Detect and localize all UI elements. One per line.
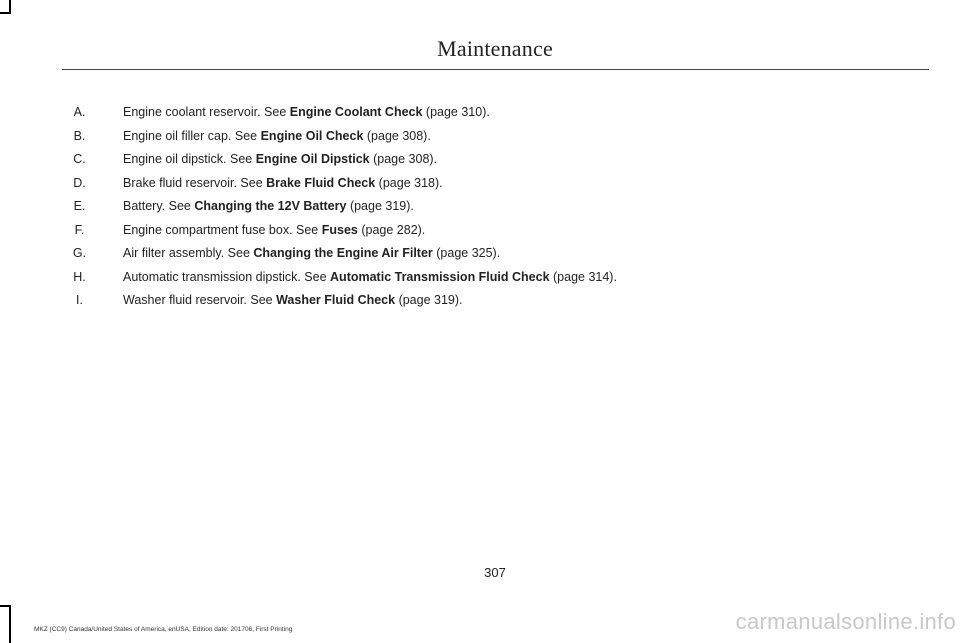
item-body [97, 242, 500, 266]
list-item [62, 242, 862, 266]
item-letter: D. [73, 175, 86, 190]
item-reference-link[interactable]: Automatic Transmission Fluid Check [330, 269, 550, 284]
item-page-ref: (page 282). [357, 222, 426, 237]
item-page-ref: (page 308). [363, 128, 431, 143]
item-page-ref: (page 308). [369, 152, 438, 166]
item-body [97, 101, 490, 125]
item-body [97, 125, 431, 149]
list-item [62, 101, 862, 125]
item-reference-link[interactable]: Brake Fluid Check [266, 175, 376, 190]
item-text: Engine coolant reservoir. See [123, 105, 290, 119]
item-page-ref: (page 319). [346, 199, 414, 213]
item-letter: E. [73, 199, 86, 213]
crop-mark-top-horizontal [0, 12, 11, 14]
item-text: Air filter assembly. See [123, 246, 254, 260]
item-letter: A. [73, 105, 86, 119]
edition-footer: MKZ (CC9) Canada/United States of America, enUSA, Edition date: 201706, First Printing [34, 626, 293, 633]
list-item [62, 219, 862, 243]
crop-mark-bottom-vertical [9, 605, 11, 643]
item-letter: I. [76, 293, 83, 307]
item-text: Battery. See [123, 199, 195, 213]
list-item [62, 148, 862, 172]
list-item [62, 172, 862, 196]
item-letter: B. [73, 128, 86, 143]
item-text: Engine compartment fuse box. See [123, 222, 322, 237]
item-text: Engine oil filler cap. See [123, 128, 261, 143]
item-body [97, 219, 425, 243]
item-page-ref: (page 325). [432, 246, 501, 260]
item-letter: F. [74, 222, 85, 237]
header-divider [62, 69, 929, 70]
page-title: Maintenance [437, 36, 553, 61]
item-body [97, 172, 443, 196]
crop-mark-bottom-horizontal [0, 605, 11, 607]
item-body [97, 289, 463, 313]
item-reference-link[interactable]: Engine Oil Dipstick [255, 152, 370, 166]
item-reference-link[interactable]: Engine Coolant Check [289, 105, 423, 119]
page-number: 307 [484, 565, 506, 580]
item-body [97, 148, 437, 172]
item-text: Brake fluid reservoir. See [123, 175, 267, 190]
list-item [62, 289, 862, 313]
item-page-ref: (page 310). [422, 105, 490, 119]
list-item [62, 266, 862, 290]
item-reference-link[interactable]: Changing the 12V Battery [194, 199, 347, 213]
item-text: Engine oil dipstick. See [123, 152, 256, 166]
list-item [62, 125, 862, 149]
item-letter: H. [73, 269, 86, 284]
item-page-ref: (page 318). [375, 175, 443, 190]
item-text: Washer fluid reservoir. See [123, 293, 277, 307]
item-page-ref: (page 314). [549, 269, 617, 284]
item-reference-link[interactable]: Engine Oil Check [260, 128, 364, 143]
item-body [97, 195, 414, 219]
item-reference-link[interactable]: Washer Fluid Check [276, 293, 396, 307]
component-list [62, 101, 862, 313]
item-reference-link[interactable]: Changing the Engine Air Filter [253, 246, 433, 260]
list-item [62, 195, 862, 219]
item-letter: G. [72, 246, 87, 260]
watermark: carmanualsonline.info [735, 609, 956, 634]
item-page-ref: (page 319). [395, 293, 463, 307]
item-reference-link[interactable]: Fuses [321, 222, 358, 237]
item-letter: C. [73, 152, 86, 166]
item-text: Automatic transmission dipstick. See [123, 269, 331, 284]
item-body [97, 266, 617, 290]
